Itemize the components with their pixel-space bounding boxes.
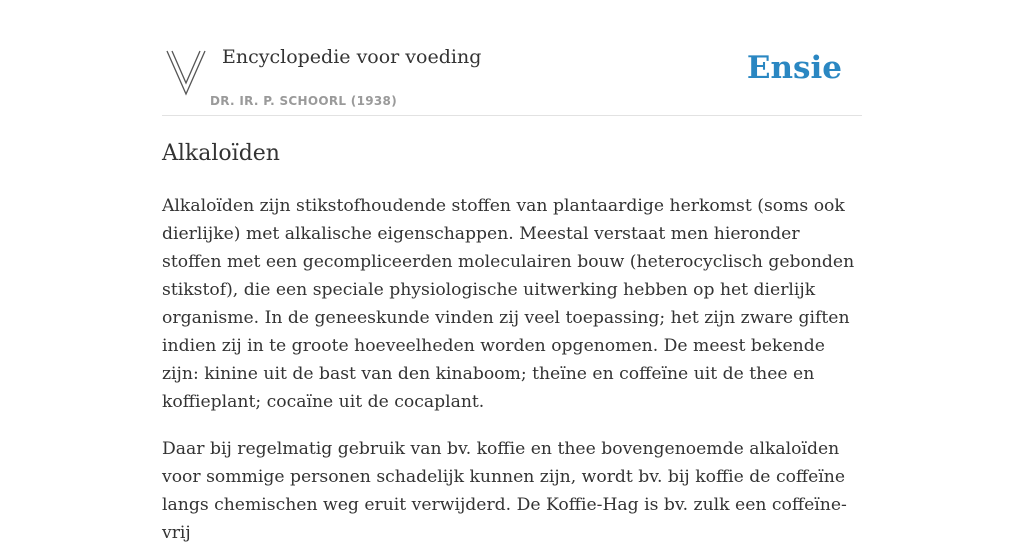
v-chevron-logo-icon[interactable] [165, 49, 207, 97]
ensie-brand-logo[interactable]: Ensie [746, 50, 842, 86]
book-title-link[interactable]: Encyclopedie voor voeding [222, 46, 482, 68]
book-author: DR. IR. P. SCHOORL (1938) [210, 94, 397, 108]
page-header [162, 40, 862, 116]
article [162, 136, 862, 547]
article-paragraph: Alkaloïden zijn stikstofhoudende stoffen van plantaardige herkomst (soms ook dierlijke) met alkalische eigenschappen. Meestal verstaat men hieronder stoffen met een gecompliceerden moleculairen bouw (heterocyclisch gebonden stikstof), die een speciale physiologische uitwerking hebben op het dierlijk organisme. In de geneeskunde vinden zij veel toepassing; het zijn zware giften indien zij in te groote hoeveelheden worden opgenomen. De meest bekende zijn: kinine uit de bast van den kinaboom; theïne en coffeïne uit de thee en koffieplant; cocaïne uit de cocaplant. [162, 196, 855, 412]
article-title: Alkaloïden [162, 141, 280, 166]
article-paragraph: Daar bij regelmatig gebruik van bv. koffie en thee bovengenoemde alkaloïden voor sommige personen schadelijk kunnen zijn, wordt bv. bij koffie de coffeïne langs chemischen weg eruit verwijderd. De Koffie-Hag is bv. zulk een coffeïne-vrij [162, 439, 847, 543]
